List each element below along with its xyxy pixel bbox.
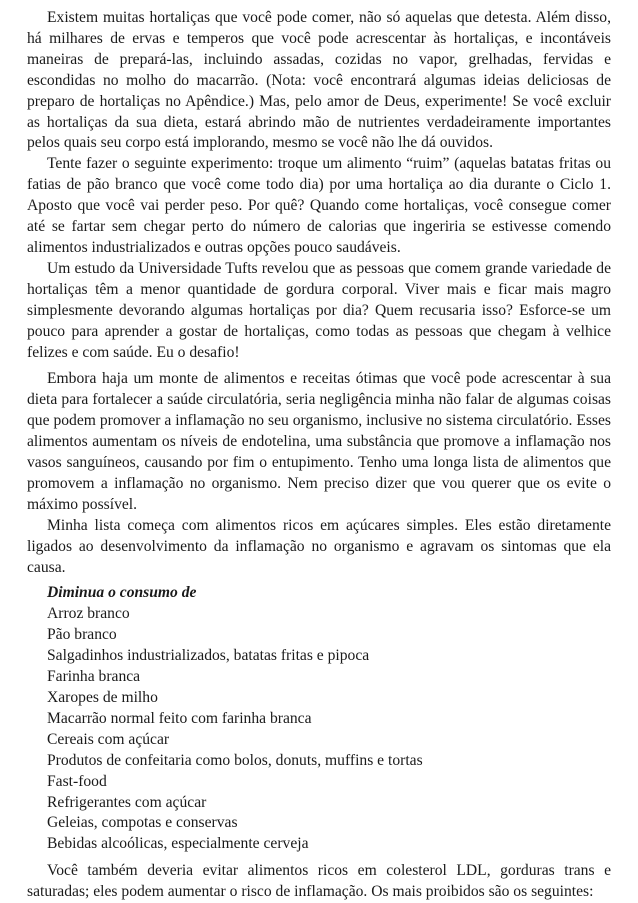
- paragraph-ldl-cholesterol: Você também deveria evitar alimentos ricos em colesterol LDL, gorduras trans e saturadas; eles podem aumentar o risco de inflamação. Os mais proibidos são os seguintes:: [27, 862, 611, 901]
- paragraph-simple-sugars: Minha lista começa com alimentos ricos em açúcares simples. Eles estão diretamente ligados ao desenvolvimento da inflamação no organismo e agravam os sintomas que ela causa.: [27, 516, 611, 576]
- list-item: Salgadinhos industrializados, batatas fritas e pipoca: [47, 647, 370, 665]
- list-item: Pão branco: [47, 626, 117, 644]
- list-item: Produtos de confeitaria como bolos, donuts, muffins e tortas: [47, 751, 423, 769]
- list-item: Bebidas alcoólicas, especialmente cerveja: [47, 835, 309, 853]
- list-items: [47, 604, 611, 855]
- paragraph-tufts-study: Um estudo da Universidade Tufts revelou que as pessoas que comem grande variedade de hortaliças têm a menor quantidade de gordura corporal. Viver mais e ficar mais magro simplesmente devorando algumas hortaliças por dia? Quem recusaria isso? Esforce-se um pouco para aprender a gostar de hortaliças, como todas as pessoas que chegam à velhice felizes e com saúde. Eu o desafio!: [27, 259, 611, 361]
- list-item: Farinha branca: [47, 668, 141, 686]
- list-heading: Diminua o consumo de: [47, 584, 197, 602]
- list-item: Xaropes de milho: [47, 689, 158, 706]
- list-item: Geleias, compotas e conservas: [47, 814, 238, 832]
- list-item: Arroz branco: [47, 605, 130, 623]
- paragraph-experiment: Tente fazer o seguinte experimento: troque um alimento “ruim” (aquelas batatas fritas ou fatias de pão branco que você come todo dia) por uma hortaliça ao dia durante o Ciclo 1. Aposto que você vai perder peso. Por quê? Quando come hortaliças, você consegue comer até se fartar sem chegar perto do número de calorias que ingeriria se estivesse comendo alimentos industrializados e outras opções pouco saudáveis.: [27, 155, 611, 256]
- list-item: Fast-food: [47, 772, 107, 790]
- list-item: Cereais com açúcar: [47, 730, 170, 748]
- reduce-consumption-list: [47, 583, 611, 855]
- list-item: Macarrão normal feito com farinha branca: [47, 709, 312, 727]
- list-item: Refrigerantes com açúcar: [47, 793, 207, 811]
- paragraph-inflammation: Embora haja um monte de alimentos e receitas ótimas que você pode acrescentar à sua dieta para fortalecer a saúde circulatória, seria negligência minha não falar de algumas coisas que podem promover a inflamação no seu organismo, inclusive no sistema circulatório. Esses alimentos aumentam os níveis de endotelina, uma substância que promove a inflamação nos vasos sanguíneos, causando por fim o entupimento. Tenho uma longa lista de alimentos que promovem a inflamação no organismo. Nem preciso dizer que vou querer que os evite o máximo possível.: [27, 370, 611, 513]
- paragraph-vegetables-variety: Existem muitas hortaliças que você pode comer, não só aquelas que detesta. Além disso, há milhares de ervas e temperos que você pode acrescentar às hortaliças, e incontáveis maneiras de prepará-las, incluindo assadas, cozidas no vapor, grelhadas, fervidas e escondidas no molho do macarrão. (Nota: você encontrará algumas ideias deliciosas de preparo de hortaliças no Apêndice.) Mas, pelo amor de Deus, experimente! Se você excluir as hortaliças da sua dieta, estará abrindo mão de nutrientes verdadeiramente importantes pelos quais seu corpo está implorando, mesmo se você não lhe dá ouvidos.: [27, 9, 611, 152]
